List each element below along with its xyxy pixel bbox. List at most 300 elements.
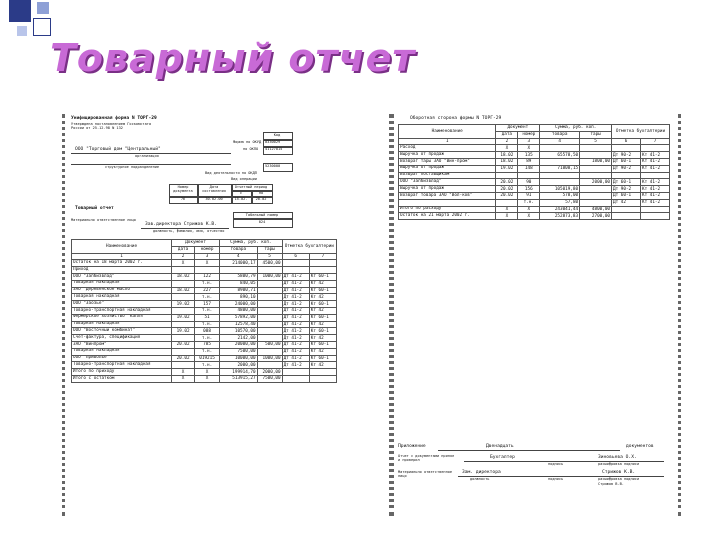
doc-number-header: Номер документа <box>173 185 193 193</box>
col-number-cell: 5 <box>257 253 282 260</box>
col-name-header: Наименование <box>399 125 496 139</box>
col-accounting-header: Отметка бухгалтерии <box>282 240 336 254</box>
row-tara-sum <box>580 199 612 206</box>
row-goods-sum <box>540 172 580 179</box>
table-row <box>399 186 670 193</box>
row-goods-sum: 10000,00 <box>220 355 258 362</box>
row-credit: Кт 60-1 <box>309 355 336 362</box>
row-name: Итого по расходу <box>399 206 496 213</box>
total-row <box>399 206 670 213</box>
row-date <box>172 294 195 301</box>
row-goods-sum <box>540 158 580 165</box>
col-date-header: дата <box>172 246 195 253</box>
report-title: Товарный отчет <box>75 206 114 211</box>
row-tara-sum: 2000,00 <box>257 369 282 376</box>
reverse-title: Оборотная сторона формы N ТОРГ-29 <box>410 116 502 121</box>
row-credit: Кт 42 <box>309 280 336 287</box>
row-name: Остаток на 18 марта 2002 г. <box>72 260 172 267</box>
row-date <box>496 172 518 179</box>
row-credit: Кт 60-1 <box>309 301 336 308</box>
row-number: X <box>195 260 220 267</box>
row-debit <box>612 145 641 152</box>
table-row <box>72 280 337 287</box>
okpo-value: 41127815 <box>265 147 283 151</box>
col-number-cell: 3 <box>195 253 220 260</box>
row-number: X <box>518 213 540 220</box>
row-name: Товарная накладная <box>72 321 172 328</box>
row-tara-sum <box>257 307 282 314</box>
period-to-value: 20.02 <box>255 197 267 201</box>
row-debit <box>612 172 641 179</box>
row-debit: Дт 90-2 <box>612 186 641 193</box>
decoding-caption-1: расшифровка подписи <box>598 462 640 466</box>
row-debit <box>612 213 641 220</box>
period-header: Отчетный период <box>234 185 268 189</box>
row-credit: Кт 41-2 <box>640 199 669 206</box>
person-name: Зав.директора Стрижов К.В. <box>145 222 217 227</box>
row-number: 019215 <box>195 355 220 362</box>
form-back-page <box>391 114 681 516</box>
okpo-label: по ОКПО <box>243 147 259 151</box>
row-tara-sum <box>580 145 612 152</box>
row-tara-sum: 4800,00 <box>580 206 612 213</box>
row-date <box>172 307 195 314</box>
period-to-header: по <box>258 191 264 195</box>
col-number-cell: 4 <box>220 253 258 260</box>
row-number <box>518 172 540 179</box>
row-date: 20.02 <box>496 192 518 199</box>
row-credit: Кт 60-1 <box>309 287 336 294</box>
row-credit <box>640 172 669 179</box>
attach-label: Приложение <box>398 444 426 449</box>
row-number: т.н. <box>195 321 220 328</box>
row-number: 227 <box>195 287 220 294</box>
row-credit: Кт 42 <box>309 307 336 314</box>
table-row <box>72 287 337 294</box>
row-date: 18.02 <box>496 158 518 165</box>
row-debit <box>282 267 309 274</box>
row-credit: Кт 60-1 <box>309 314 336 321</box>
total-row <box>72 375 337 382</box>
row-name: ООО "Запбизвлад" <box>399 179 496 186</box>
doc-number: 76 <box>180 197 186 201</box>
table-row <box>399 179 670 186</box>
col-number-header: номер <box>195 246 220 253</box>
row-number: 91 <box>518 192 540 199</box>
row-number: т.н. <box>518 199 540 206</box>
row-credit <box>640 206 669 213</box>
row-debit: Дт 41-2 <box>282 314 309 321</box>
col-number-cell: 7 <box>640 138 669 145</box>
period-from-header: с <box>239 191 243 195</box>
row-goods-sum <box>540 179 580 186</box>
row-goods-sum: 57,80 <box>540 199 580 206</box>
row-debit: Дт 41-2 <box>282 328 309 335</box>
row-goods-sum: 199914,70 <box>220 369 258 376</box>
total-row <box>399 213 670 220</box>
row-number: т.н. <box>195 348 220 355</box>
row-credit <box>640 145 669 152</box>
tab-number-header: Табельный номер <box>245 213 279 217</box>
row-debit: Дт 90-2 <box>612 152 641 159</box>
okud-value: 0330029 <box>265 140 281 144</box>
table-row <box>72 355 337 362</box>
row-number: т.н. <box>195 362 220 369</box>
row-name: Товарно-транспортная накладная <box>72 307 172 314</box>
row-number: 157 <box>195 301 220 308</box>
row-goods-sum: 71808,15 <box>540 165 580 172</box>
row-credit <box>309 260 336 267</box>
row-debit: Дт 41-2 <box>282 280 309 287</box>
row-date: 19.02 <box>172 328 195 335</box>
row-date: X <box>172 369 195 376</box>
row-number: 122 <box>195 273 220 280</box>
code-header: Код <box>273 133 281 137</box>
row-goods-sum: 578,00 <box>540 192 580 199</box>
form-front-page <box>62 114 392 516</box>
col-tara-header: тары <box>257 246 282 253</box>
row-date: 18.02 <box>496 152 518 159</box>
row-number: X <box>195 369 220 376</box>
row-tara-sum <box>257 287 282 294</box>
table-row <box>72 335 337 342</box>
row-debit: Дт 41-2 <box>282 355 309 362</box>
row-goods-sum: 7500,00 <box>220 348 258 355</box>
row-number: т.н. <box>195 335 220 342</box>
col-doc-header: Документ <box>172 240 220 247</box>
table-row <box>399 152 670 159</box>
row-goods-sum: 105019,80 <box>540 186 580 193</box>
row-tara-sum <box>580 186 612 193</box>
organization-caption: организация <box>135 154 159 158</box>
row-number: 785 <box>195 341 220 348</box>
table-row <box>399 165 670 172</box>
doc-date-header: Дата составления <box>202 185 226 193</box>
row-number: 156 <box>518 186 540 193</box>
table-row <box>72 273 337 280</box>
table-row <box>72 301 337 308</box>
row-debit: Дт 41-2 <box>282 335 309 342</box>
row-debit: Дт 41-2 <box>282 294 309 301</box>
row-name: ООО "Запбизвлад" <box>72 273 172 280</box>
approved-line-1: Утверждена постановлением Госкомстата <box>71 122 152 126</box>
col-goods-header: товара <box>540 131 580 138</box>
row-tara-sum: 2700,00 <box>580 213 612 220</box>
row-goods-sum: 57892,00 <box>220 314 258 321</box>
row-tara-sum <box>580 152 612 159</box>
row-goods-sum: 890,10 <box>220 294 258 301</box>
form-title: Унифицированная форма N ТОРГ-29 <box>71 116 157 121</box>
row-goods-sum: 24000,00 <box>220 301 258 308</box>
table-row <box>72 307 337 314</box>
row-name: Выручка от продаж <box>399 152 496 159</box>
row-credit: Кт 42 <box>309 348 336 355</box>
row-number: 135 <box>518 152 540 159</box>
row-name: Товарно-транспортная накладная <box>72 362 172 369</box>
row-tara-sum <box>257 280 282 287</box>
expense-table <box>398 124 670 220</box>
row-credit: Кт 60-1 <box>309 341 336 348</box>
row-tara-sum: 1000,00 <box>257 355 282 362</box>
person-caption: должность, фамилия, имя, отчество <box>153 229 225 233</box>
attach-value: Двенадцать <box>486 444 514 449</box>
row-debit: Дт 42 <box>612 199 641 206</box>
col-number-cell: 7 <box>309 253 336 260</box>
row-goods-sum: 2000,00 <box>220 362 258 369</box>
row-goods-sum: 840,05 <box>220 280 258 287</box>
table-row <box>399 192 670 199</box>
table-row <box>72 362 337 369</box>
col-number-header: номер <box>518 131 540 138</box>
row-tara-sum <box>257 301 282 308</box>
row-name: Возврат тары ЗАО "Вин-пром" <box>399 158 496 165</box>
row-tara-sum: 1000,00 <box>257 273 282 280</box>
table-row <box>72 321 337 328</box>
col-sum-header: Сумма, руб. коп. <box>540 125 612 132</box>
mol-name-full: Стрижов В.В. <box>598 482 624 486</box>
table-row <box>72 294 337 301</box>
col-number-cell: 5 <box>580 138 612 145</box>
row-tara-sum <box>257 328 282 335</box>
row-goods-sum: 65578,50 <box>540 152 580 159</box>
row-number: 90 <box>518 179 540 186</box>
row-date: X <box>496 206 518 213</box>
row-date: X <box>496 213 518 220</box>
table-row <box>72 314 337 321</box>
col-number-cell: 4 <box>540 138 580 145</box>
col-sum-header: Сумма, руб. коп. <box>220 240 283 247</box>
row-date: X <box>496 145 518 152</box>
row-date: X <box>172 375 195 382</box>
row-tara-sum <box>580 172 612 179</box>
table-row <box>72 267 337 274</box>
row-goods-sum <box>220 267 258 274</box>
mol-name: Стрижов К.В. <box>602 470 636 475</box>
row-number: 088 <box>195 328 220 335</box>
tab-number-value: 024 <box>258 220 266 224</box>
row-credit: Кт 42 <box>309 362 336 369</box>
row-date <box>172 267 195 274</box>
row-name: Приход <box>72 267 172 274</box>
table-row <box>399 158 670 165</box>
row-name: Товарная накладная <box>72 348 172 355</box>
row-tara-sum <box>580 165 612 172</box>
row-tara-sum: 1800,00 <box>580 158 612 165</box>
row-tara-sum <box>257 348 282 355</box>
col-number-cell: 6 <box>612 138 641 145</box>
department-caption: структурное подразделение <box>105 165 160 169</box>
role-caption: должность <box>470 477 490 481</box>
row-date: 18.02 <box>172 287 195 294</box>
row-tara-sum <box>257 314 282 321</box>
row-name <box>399 199 496 206</box>
row-credit <box>309 369 336 376</box>
row-number: X <box>518 206 540 213</box>
table-row <box>399 145 670 152</box>
col-name-header: Наименование <box>72 240 172 254</box>
accountant-role: Бухгалтер <box>490 455 515 460</box>
row-date <box>172 280 195 287</box>
row-date: 19.02 <box>172 314 195 321</box>
approved-line-2: России от 25.12.98 N 132 <box>71 126 123 130</box>
row-credit: Кт 41-2 <box>640 152 669 159</box>
row-tara-sum: 500,00 <box>257 341 282 348</box>
row-name: Расход <box>399 145 496 152</box>
row-goods-sum <box>540 145 580 152</box>
activity-value: 5230000 <box>265 164 281 168</box>
table-row <box>399 172 670 179</box>
row-debit: Дт 90-2 <box>612 165 641 172</box>
row-number: 148 <box>518 165 540 172</box>
row-date <box>172 362 195 369</box>
row-name: ЗАО "Винпром" <box>72 341 172 348</box>
row-date: 20.02 <box>496 179 518 186</box>
row-credit: Кт 42 <box>309 321 336 328</box>
row-debit <box>282 375 309 382</box>
row-debit: Дт 41-2 <box>282 273 309 280</box>
row-debit: Дт 41-2 <box>282 341 309 348</box>
col-number-cell: 2 <box>172 253 195 260</box>
row-goods-sum: 20000,00 <box>220 341 258 348</box>
col-number-cell: 2 <box>496 138 518 145</box>
row-number: т.н. <box>195 280 220 287</box>
mol-label: Материально ответственное лицо <box>398 470 453 478</box>
activity-label: Вид деятельности по ОКДП <box>205 171 257 175</box>
row-number: X <box>518 145 540 152</box>
row-name: Возврат поставщикам <box>399 172 496 179</box>
row-credit <box>309 267 336 274</box>
row-tara-sum: 7500,00 <box>257 375 282 382</box>
row-tara-sum <box>257 362 282 369</box>
col-number-cell: 6 <box>282 253 309 260</box>
row-number <box>195 267 220 274</box>
row-name: ООО "Приволье" <box>72 355 172 362</box>
row-credit: Кт 41-2 <box>640 192 669 199</box>
row-goods-sum: 12578,40 <box>220 321 258 328</box>
row-debit <box>612 206 641 213</box>
row-credit: Кт 42 <box>309 335 336 342</box>
mol-role: Зам. директора <box>462 470 501 475</box>
row-date <box>172 335 195 342</box>
row-tara-sum <box>257 294 282 301</box>
row-credit <box>640 213 669 220</box>
okud-label: Форма по ОКУД <box>233 140 262 144</box>
row-credit <box>309 375 336 382</box>
attach-suffix: документов <box>626 444 654 449</box>
doc-date: 30.02.00 <box>205 197 223 201</box>
row-tara-sum: 2000,00 <box>580 179 612 186</box>
sign-caption-2: подпись <box>548 477 564 481</box>
row-name: Выручка от продаж <box>399 186 496 193</box>
col-number-cell: 3 <box>518 138 540 145</box>
row-tara-sum <box>580 192 612 199</box>
col-date-header: дата <box>496 131 518 138</box>
col-goods-header: товара <box>220 246 258 253</box>
income-table <box>71 239 337 383</box>
row-date: 18.02 <box>172 273 195 280</box>
row-goods-sum: 4800,00 <box>220 307 258 314</box>
row-goods-sum: 513915,27 <box>220 375 258 382</box>
row-goods-sum: 252873,83 <box>540 213 580 220</box>
row-goods-sum: 243041,44 <box>540 206 580 213</box>
row-credit: Кт 41-2 <box>640 165 669 172</box>
row-credit: Кт 60-1 <box>309 328 336 335</box>
row-debit: Дт 60-1 <box>612 179 641 186</box>
col-doc-header: Документ <box>496 125 540 132</box>
decoding-caption-2: расшифровка подписи <box>598 477 640 481</box>
organization-name: ООО "Торговый дом "Центральный" <box>75 147 161 152</box>
person-label: Материально ответственное лицо <box>71 218 136 222</box>
row-debit: Дт 41-2 <box>282 301 309 308</box>
row-number: X <box>195 375 220 382</box>
row-debit: Дт 41-2 <box>282 307 309 314</box>
row-number: 51 <box>195 314 220 321</box>
row-credit: Кт 42 <box>309 294 336 301</box>
row-date: 20.02 <box>172 341 195 348</box>
operation-label: Вид операции <box>231 177 257 181</box>
row-debit: Дт 41-2 <box>282 362 309 369</box>
row-goods-sum: 8900,71 <box>220 287 258 294</box>
row-credit: Кт 41-2 <box>640 179 669 186</box>
row-credit: Кт 41-2 <box>640 186 669 193</box>
row-date <box>496 199 518 206</box>
row-goods-sum: 5800,79 <box>220 273 258 280</box>
col-number-cell: 1 <box>399 138 496 145</box>
row-date <box>172 321 195 328</box>
row-name: Товарная накладная <box>72 294 172 301</box>
row-debit: Дт 41-2 <box>282 321 309 328</box>
table-row <box>72 341 337 348</box>
row-tara-sum <box>257 321 282 328</box>
table-row <box>72 328 337 335</box>
row-credit: Кт 60-1 <box>309 273 336 280</box>
row-debit <box>282 369 309 376</box>
table-row <box>399 199 670 206</box>
accountant-name: Зиновьева О.Х. <box>598 455 637 460</box>
row-name: Счет-фактура, спецификация <box>72 335 172 342</box>
row-date: X <box>172 260 195 267</box>
row-date: 19.02 <box>172 301 195 308</box>
row-name: Товарная накладная <box>72 280 172 287</box>
row-goods-sum: 2142,00 <box>220 335 258 342</box>
period-from-value: 15.02. <box>234 197 248 201</box>
row-debit: Дт 41-2 <box>282 348 309 355</box>
row-debit: Дт 41-2 <box>282 287 309 294</box>
row-credit: Кт 41-2 <box>640 158 669 165</box>
row-date: 20.02 <box>172 355 195 362</box>
row-name: Остаток на 21 марта 2002 г. <box>399 213 496 220</box>
row-date <box>172 348 195 355</box>
row-name: Итого по приходу <box>72 369 172 376</box>
row-tara-sum <box>257 335 282 342</box>
row-number: 89 <box>518 158 540 165</box>
row-name: Возврат товара ЗАО "Вол-ков" <box>399 192 496 199</box>
row-name: Выручка от продаж <box>399 165 496 172</box>
slide-title: Товарный отчет <box>50 36 416 80</box>
row-number: т.н. <box>195 294 220 301</box>
row-date: 19.02 <box>496 165 518 172</box>
row-name: ООО "Восточный комбинат" <box>72 328 172 335</box>
row-number: т.н. <box>195 307 220 314</box>
checked-label: Отчет с документами принял и проверил <box>398 454 455 462</box>
row-debit: Дт 60-1 <box>612 158 641 165</box>
row-name: ЗАО "Деревенское масло" <box>72 287 172 294</box>
row-goods-sum: 10570,00 <box>220 328 258 335</box>
sign-caption-1: подпись <box>548 462 564 466</box>
row-date: 20.02 <box>496 186 518 193</box>
total-row <box>72 369 337 376</box>
table-row <box>72 260 337 267</box>
